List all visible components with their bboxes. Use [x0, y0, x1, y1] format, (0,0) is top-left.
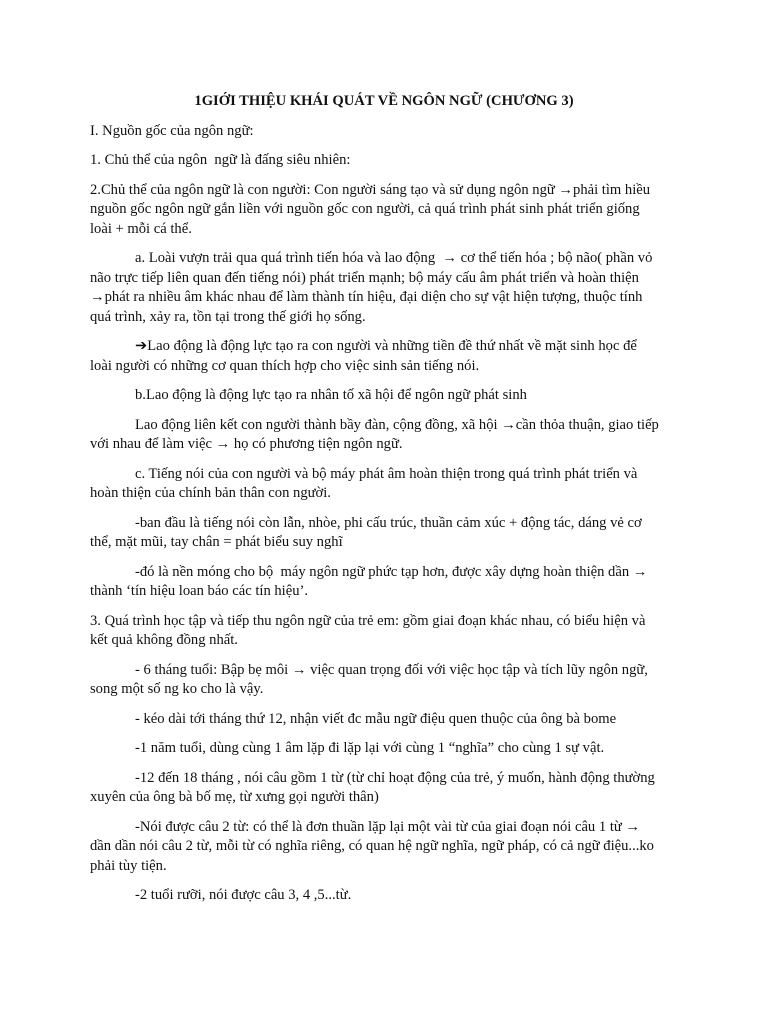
- paragraph-line: 3. Quá trình học tập và tiếp thu ngôn ngữ của trẻ em: gồm giai đoạn khác nhau, có biểu hiện và: [90, 612, 646, 629]
- paragraph-line: - kéo dài tới tháng thứ 12, nhận viết đc mẫu ngữ điệu quen thuộc của ông bà bome: [135, 710, 617, 727]
- paragraph-line: -đó là nền móng cho bộ máy ngôn ngữ phức tạp hơn, được xây dựng hoàn thiện dần →: [135, 563, 648, 580]
- subpoint-a-conclusion: [90, 337, 678, 376]
- paragraph-line: -12 đến 18 tháng , nói câu gồm 1 từ (từ chỉ hoạt động của trẻ, ý muốn, hành động thường: [135, 769, 655, 786]
- subpoint-c-detail-2: [90, 563, 678, 602]
- paragraph-line: a. Loài vượn trải qua quá trình tiến hóa và lao động → cơ thể tiến hóa ; bộ não( phần vỏ: [135, 250, 653, 266]
- paragraph-line: quá trình, xảy ra, tồn tại trong thế giới họ sống.: [90, 308, 366, 325]
- subpoint-b: [90, 386, 678, 406]
- paragraph-line: c. Tiếng nói của con người và bộ máy phát âm hoàn thiện trong quá trình phát triển và: [135, 465, 638, 482]
- paragraph-line: thành ‘tín hiệu loan báo các tín hiệu’.: [90, 583, 309, 599]
- paragraph-line: kết quả không đồng nhất.: [90, 632, 238, 648]
- paragraph-line: phải tùy tiện.: [90, 857, 167, 874]
- paragraph-line: →phát ra nhiều âm khác nhau để làm thành tín hiệu, đại diện cho sự vật hiện tượng, thuộc tính: [90, 289, 643, 305]
- section-heading-origin: [90, 122, 678, 142]
- paragraph-line: dần dần nói câu 2 từ, mỗi từ có nghĩa riêng, có quan hệ ngữ nghĩa, ngữ pháp, có cả ngữ điệu...ko: [90, 838, 654, 854]
- stage-12-months: [90, 710, 678, 730]
- paragraph-line: não trực tiếp liên quan đến tiếng nói) phát triển mạnh; bộ máy cấu âm phát triển và hoàn thiện: [90, 269, 639, 286]
- paragraph-line: -2 tuổi rưỡi, nói được câu 3, 4 ,5...từ.: [135, 887, 352, 903]
- paragraph-line: thể, mặt mũi, tay chân = phát biểu suy nghĩ: [90, 534, 343, 550]
- subpoint-b-detail: [90, 416, 678, 455]
- paragraph-line: Lao động liên kết con người thành bầy đàn, cộng đồng, xã hội →cần thỏa thuận, giao tiếp: [135, 416, 659, 433]
- paragraph-line: I. Nguồn gốc của ngôn ngữ:: [90, 122, 254, 139]
- paragraph-line: - 6 tháng tuổi: Bập bẹ môi → việc quan trọng đối với việc học tập và tích lũy ngôn ngữ,: [135, 661, 648, 678]
- paragraph-line: 1. Chủ thể của ngôn ngữ là đấng siêu nhiên:: [90, 152, 351, 168]
- stage-two-word: [90, 818, 678, 877]
- paragraph-line: song một số ng ko cho là vậy.: [90, 681, 264, 697]
- paragraph-line: loài + mỗi cá thể.: [90, 220, 192, 237]
- paragraph-line: -1 năm tuổi, dùng cùng 1 âm lặp đi lặp lại với cùng 1 “nghĩa” cho cùng 1 sự vật.: [135, 740, 605, 756]
- subpoint-c: [90, 465, 678, 504]
- paragraph-line: hoàn thiện của chính bản thân con người.: [90, 485, 331, 501]
- point-2-human: [90, 181, 678, 240]
- paragraph-line: 2.Chủ thể của ngôn ngữ là con người: Con người sáng tạo và sử dụng ngôn ngữ →phải tìm hiều: [90, 181, 651, 198]
- paragraph-line: xuyên của ông bà bố mẹ, từ xưng gọi người thân): [90, 789, 379, 805]
- paragraph-line: nguồn gốc ngôn ngữ gắn liền với nguồn gốc con người, cả quá trình phát sinh phát triển giống: [90, 201, 640, 217]
- paragraph-line: -Nói được câu 2 từ: có thể là đơn thuần lặp lại một vài từ của giai đoạn nói câu 1 từ →: [135, 818, 641, 835]
- document-title: 1GIỚI THIỆU KHÁI QUÁT VỀ NGÔN NGỮ (CHƯƠNG 3): [194, 93, 574, 109]
- stage-12-18-months: [90, 769, 678, 808]
- stage-6-months: [90, 661, 678, 700]
- subpoint-c-detail-1: [90, 514, 678, 553]
- paragraph-line: ➔Lao động là động lực tạo ra con người và những tiền đề thứ nhất về mặt sinh học để: [135, 338, 637, 354]
- point-3-child-acquisition: [90, 612, 678, 651]
- stage-2-5-years: [90, 886, 678, 906]
- subpoint-a: [90, 249, 678, 327]
- paragraph-line: với nhau để làm việc → họ có phương tiện ngôn ngữ.: [90, 436, 403, 452]
- paragraph-line: loài người có những cơ quan thích hợp cho việc sinh sản tiếng nói.: [90, 357, 480, 374]
- stage-1-year: [90, 739, 678, 759]
- paragraph-line: -ban đầu là tiếng nói còn lẫn, nhòe, phi cấu trúc, thuần cảm xúc + động tác, dáng vẻ cơ: [135, 514, 642, 531]
- paragraph-line: b.Lao động là động lực tạo ra nhân tố xã hội để ngôn ngữ phát sinh: [135, 387, 527, 403]
- point-1-supernatural: [90, 151, 678, 171]
